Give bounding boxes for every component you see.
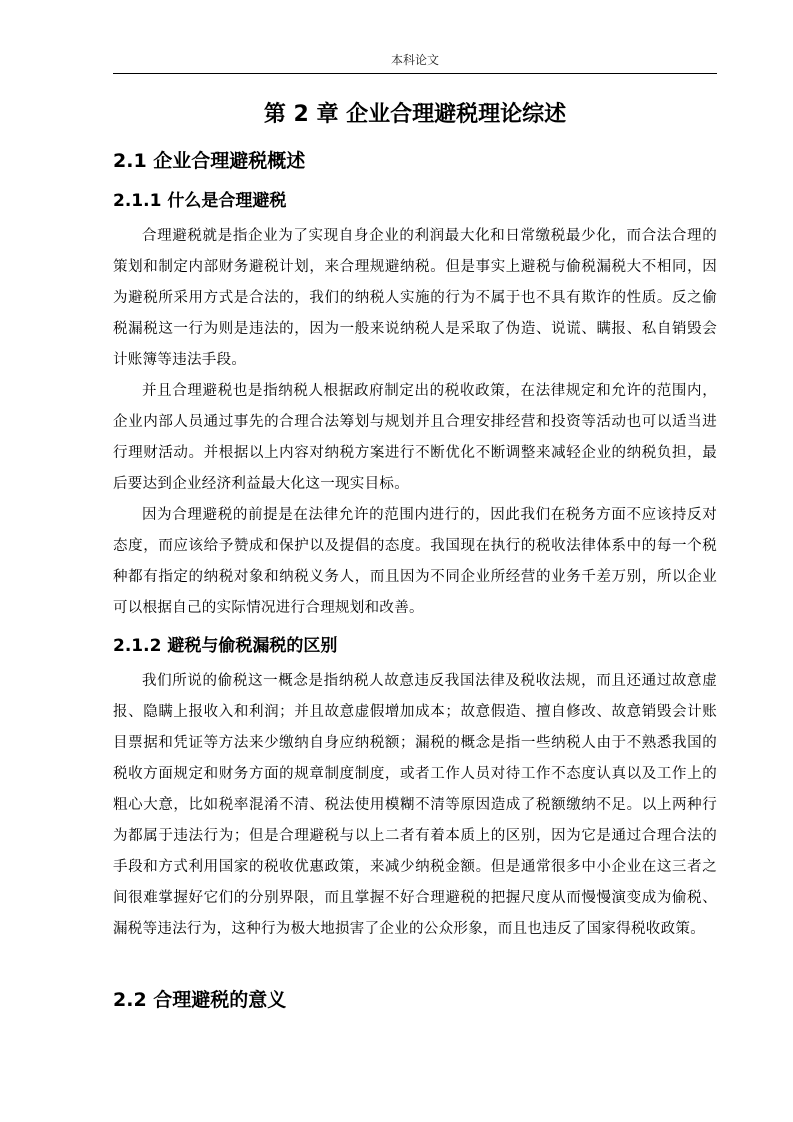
section-heading-2-2: 2.2 合理避税的意义 [113, 989, 287, 1011]
paragraph-2-1-1-3: 因为合理避税的前提是在法律允许的范围内进行的，因此我们在税务方面不应该持反对态度，而应该给予赞成和保护以及提倡的态度。我国现在执行的税收法律体系中的每一个税种都有指定的纳税对象和纳税义务人，而且因为不同企业所经营的业务千差万别，所以企业可以根据自己的实际情况进行合理规划和改善。 [113, 507, 717, 616]
section-heading-2-1-2: 2.1.2 避税与偷税漏税的区别 [113, 636, 338, 656]
running-header: 本科论文 [390, 53, 439, 67]
section-heading-2-1-1: 2.1.1 什么是合理避税 [113, 191, 287, 211]
section-heading-2-1: 2.1 企业合理避税概述 [113, 150, 306, 172]
header-rule [113, 73, 717, 74]
chapter-title: 第 2 章 企业合理避税理论综述 [263, 102, 567, 127]
paragraph-2-1-1-1: 合理避税就是指企业为了实现自身企业的利润最大化和日常缴税最少化，而合法合理的策划和制定内部财务避税计划，来合理规避纳税。但是事实上避税与偷税漏税大不相同，因为避税所采用方式是合法的，我们的纳税人实施的行为不属于也不具有欺诈的性质。反之偷税漏税这一行为则是违法的，因为一般来说纳税人是采取了伪造、说谎、瞒报、私自销毁会计账簿等违法手段。 [113, 228, 717, 368]
paragraph-2-1-2-1: 我们所说的偷税这一概念是指纳税人故意违反我国法律及税收法规，而且还通过故意虚报、隐瞒上报收入和利润；并且故意虚假增加成本；故意假造、擅自修改、故意销毁会计账目票据和凭证等方法来少缴纳自身应纳税额；漏税的概念是指一些纳税人由于不熟悉我国的税收方面规定和财务方面的规章制度制度，或者工作人员对待工作不态度认真以及工作上的粗心大意，比如税率混淆不清、税法使用模糊不清等原因造成了税额缴纳不足。以上两种行为都属于违法行为；但是合理避税与以上二者有着本质上的区别，因为它是通过合理合法的手段和方式利用国家的税收优惠政策，来减少纳税金额。但是通常很多中小企业在这三者之间很难掌握好它们的分别界限，而且掌握不好合理避税的把握尺度从而慢慢演变成为偷税、漏税等违法行为，这种行为极大地损害了企业的公众形象，而且也违反了国家得税收政策。 [113, 673, 717, 937]
paragraph-2-1-1-2: 并且合理避税也是指纳税人根据政府制定出的税收政策，在法律规定和允许的范围内，企业内部人员通过事先的合理合法筹划与规划并且合理安排经营和投资等活动也可以适当进行理财活动。并根据以上内容对纳税方案进行不断优化不断调整来减轻企业的纳税负担，最后要达到企业经济利益最大化这一现实目标。 [113, 383, 717, 492]
